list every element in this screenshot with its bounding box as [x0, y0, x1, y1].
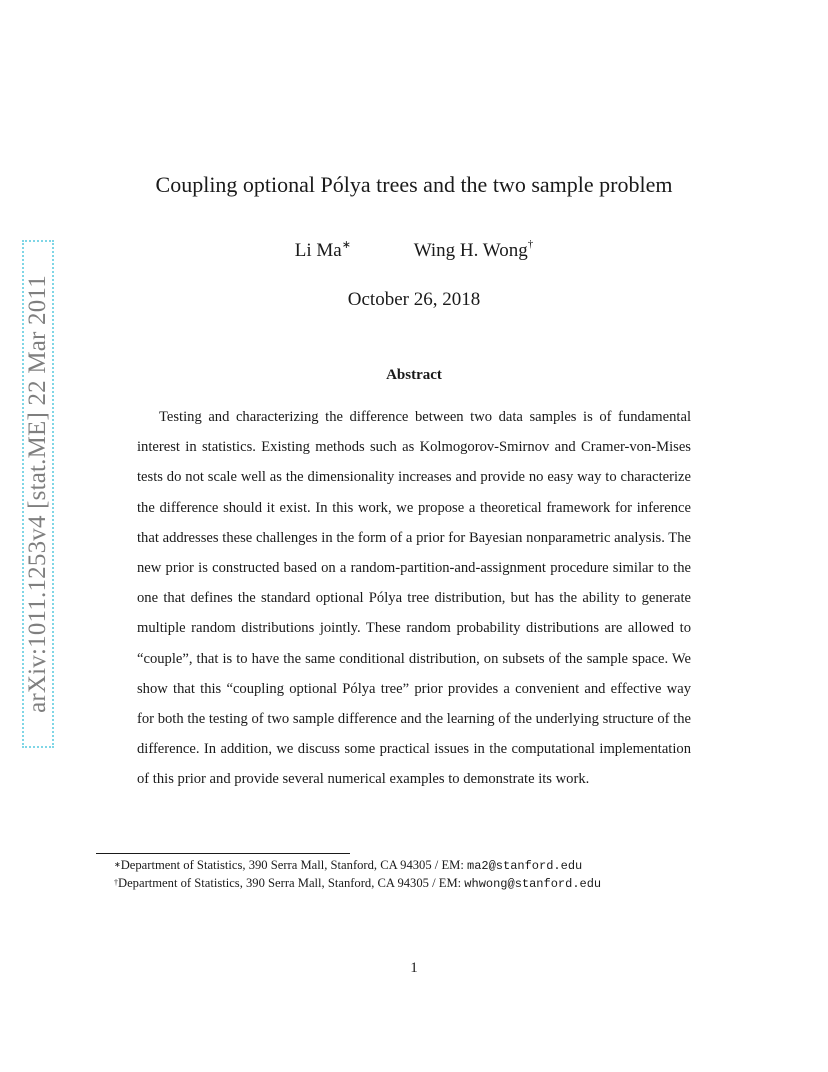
abstract-body: Testing and characterizing the difference between two data samples is of fundamental interest in statistics. Existing methods such as Kolmogorov-Smirnov and Cramer-von-Mises tests do not scale well as the dimensionality increases and provide no easy way to characterize the difference should it exist. In this work, we propose a theoretical framework for inference that addresses these challenges in the form of a prior for Bayesian nonparametric analysis. The new prior is constructed based on a random-partition-and-assignment procedure similar to the one that defines the standard optional Pólya tree distribution, but has the ability to generate multiple random distributions jointly. These random probability distributions are allowed to “couple”, that is to have the same conditional distribution, on subsets of the sample space. We show that this “coupling optional Pólya tree” prior provides a convenient and effective way for both the testing of two sample difference and the learning of the underlying structure of the difference. In addition, we discuss some practical issues in the computational implementation of this prior and provide several numerical examples to demonstrate its work. [137, 409, 691, 788]
footnote-2-email: whwong@stanford.edu [464, 877, 602, 891]
page-number: 1 [410, 960, 418, 976]
abstract-heading: Abstract [386, 367, 442, 383]
arxiv-stamp [22, 240, 54, 748]
footnote-2 [114, 875, 734, 893]
author-2 [414, 240, 534, 262]
footnote-1-mark: ∗ [114, 860, 121, 869]
author-1 [295, 240, 351, 262]
footnote-1-text: Department of Statistics, 390 Serra Mall, Stanford, CA 94305 / EM: [120, 858, 467, 872]
author-2-mark: † [527, 238, 534, 250]
footnote-1 [114, 857, 734, 875]
footnote-2-mark: † [114, 878, 118, 887]
paper-title: Coupling optional Pólya trees and the two sample problem [155, 172, 673, 197]
footnote-2-text: Department of Statistics, 390 Serra Mall, Stanford, CA 94305 / EM: [118, 876, 465, 890]
footnote-divider [96, 853, 350, 854]
author-1-mark: ∗ [341, 239, 351, 251]
author-2-name: Wing H. Wong [413, 240, 528, 261]
footnote-1-email: ma2@stanford.edu [467, 859, 583, 873]
paper-date: October 26, 2018 [347, 289, 481, 310]
arxiv-stamp-text: arXiv:1011.1253v4 [stat.ME] 22 Mar 2011 [24, 275, 51, 713]
footnotes [114, 857, 734, 893]
author-1-name: Li Ma [294, 240, 342, 261]
author-list [0, 240, 828, 262]
